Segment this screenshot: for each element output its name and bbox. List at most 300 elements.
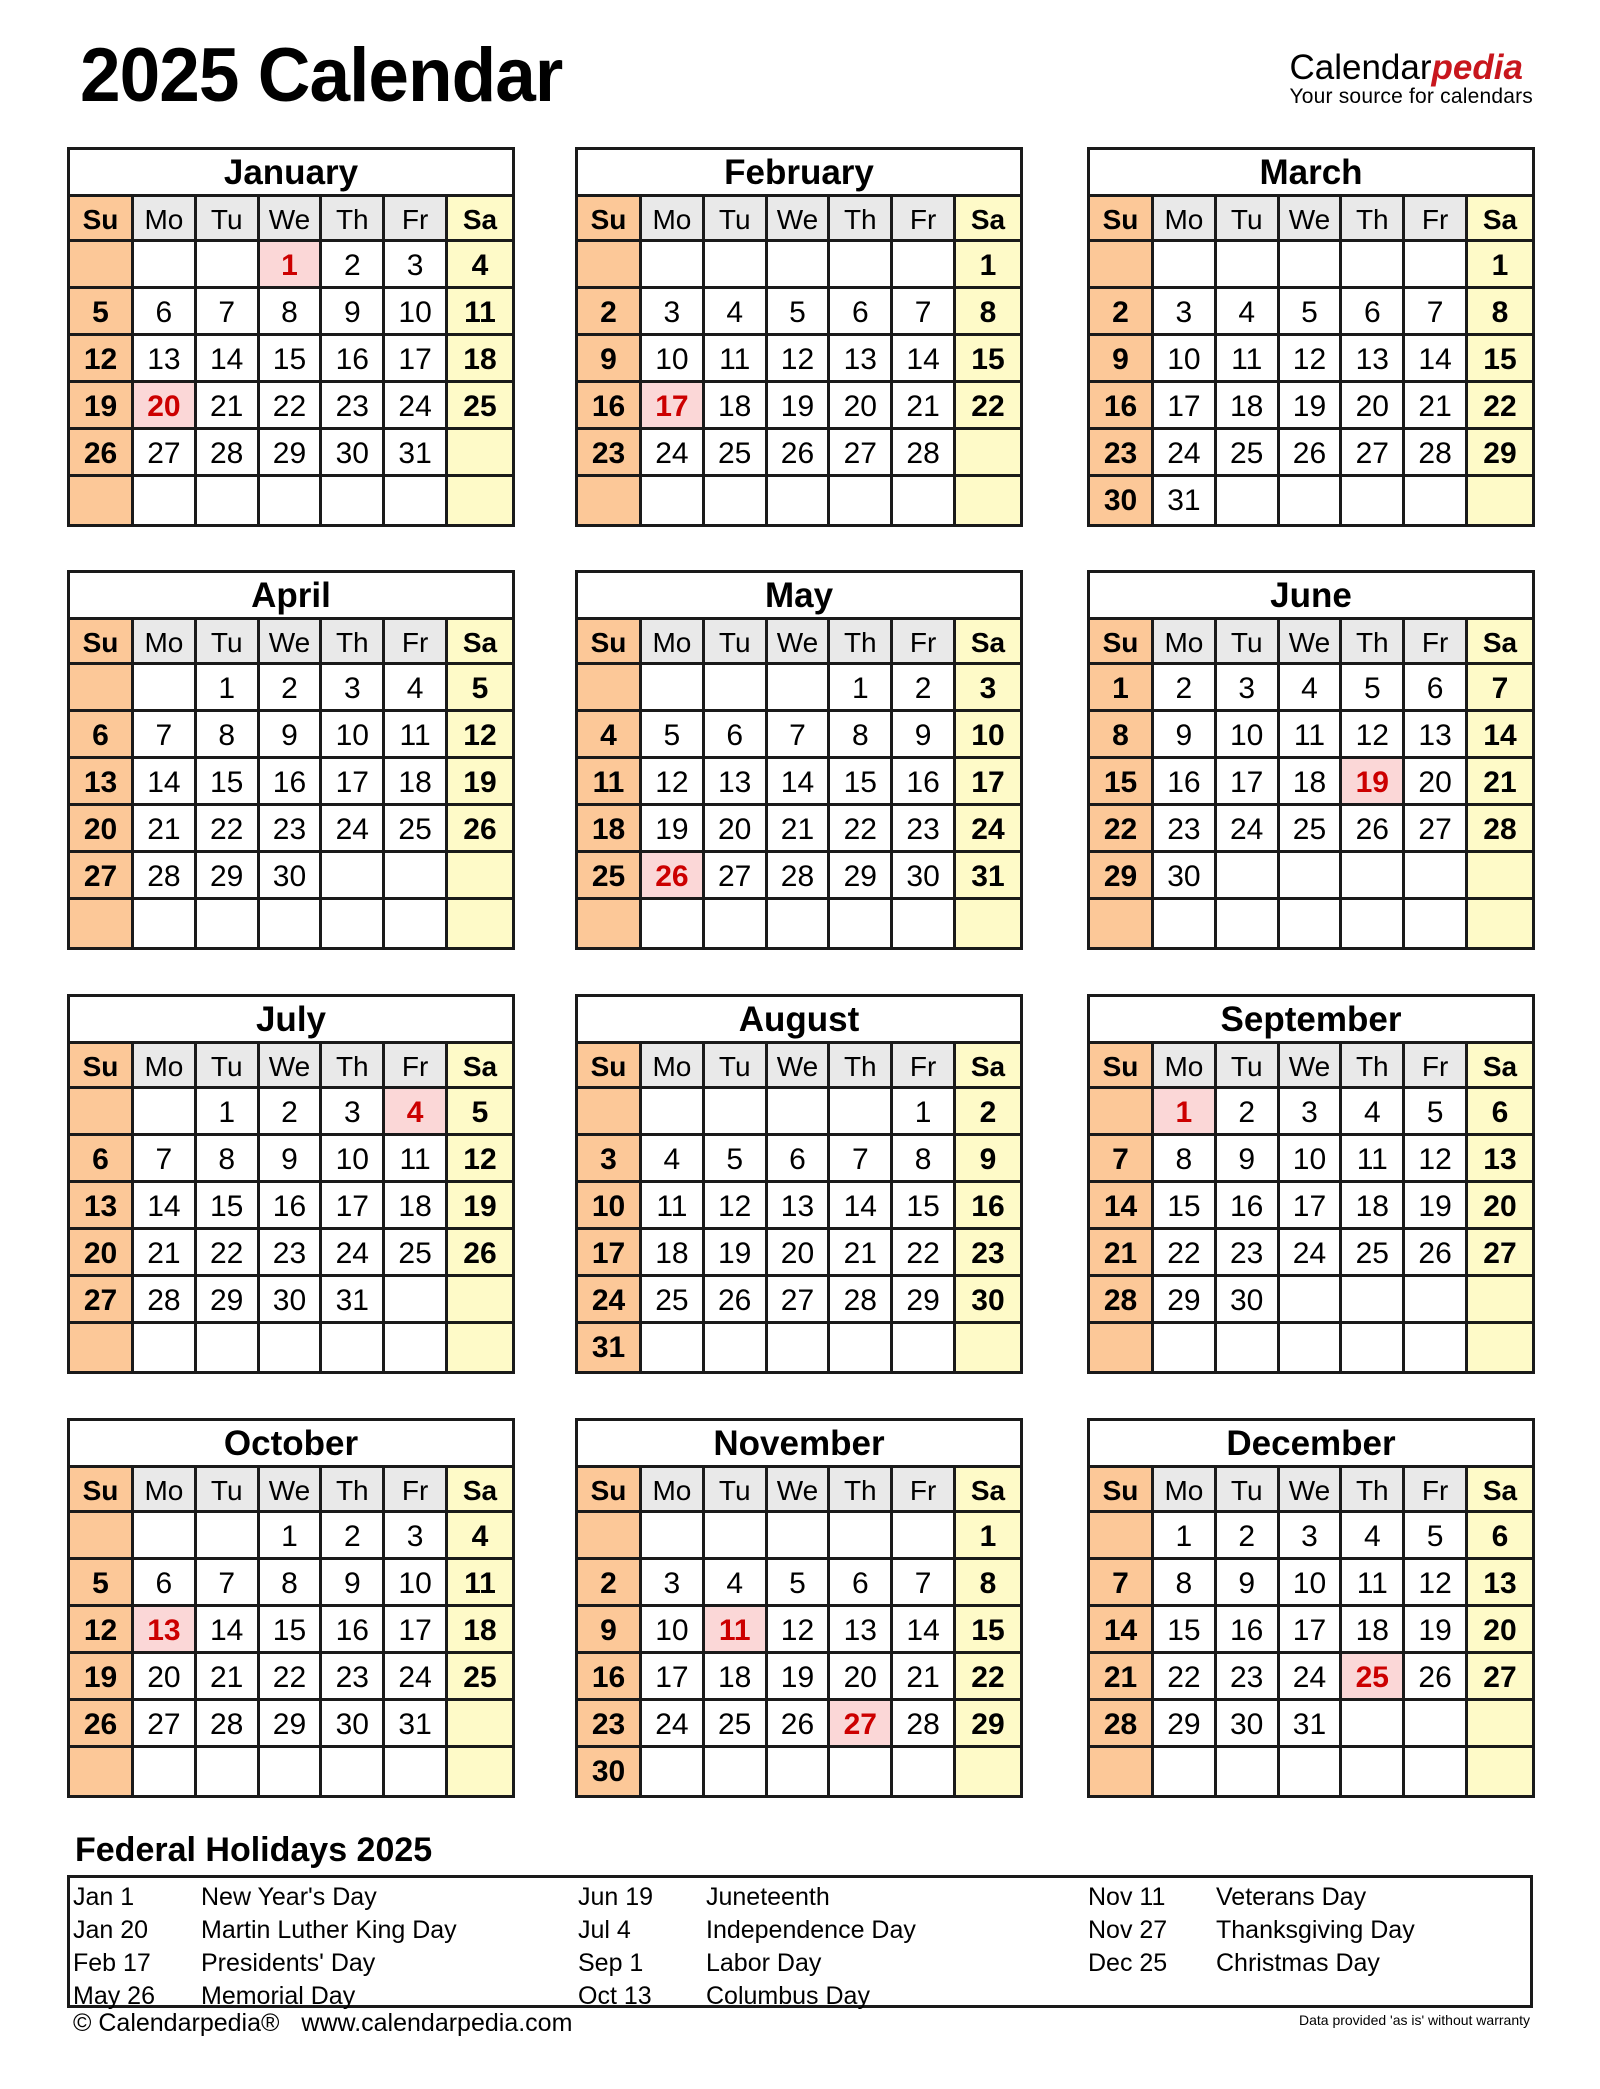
day-cell[interactable]: 25 — [1217, 430, 1280, 477]
day-cell[interactable]: 6 — [1468, 1513, 1532, 1560]
holiday-day-cell[interactable]: 11 — [705, 1607, 768, 1654]
day-cell[interactable]: 28 — [197, 1701, 260, 1748]
day-cell[interactable]: 1 — [956, 1513, 1020, 1560]
day-cell[interactable]: 9 — [956, 1136, 1020, 1183]
day-cell[interactable]: 3 — [1217, 665, 1280, 712]
day-cell[interactable]: 11 — [1217, 336, 1280, 383]
day-cell[interactable]: 4 — [578, 712, 642, 759]
day-cell[interactable]: 13 — [705, 759, 768, 806]
brand-logo[interactable] — [1289, 50, 1533, 107]
day-cell[interactable]: 15 — [260, 336, 323, 383]
day-cell[interactable]: 5 — [1280, 289, 1343, 336]
day-cell[interactable]: 6 — [1405, 665, 1468, 712]
day-cell[interactable]: 5 — [642, 712, 705, 759]
day-cell[interactable]: 30 — [1217, 1701, 1280, 1748]
day-cell[interactable]: 11 — [642, 1183, 705, 1230]
day-cell[interactable]: 20 — [768, 1230, 831, 1277]
day-cell[interactable]: 8 — [1090, 712, 1154, 759]
day-cell[interactable]: 16 — [260, 1183, 323, 1230]
day-cell[interactable]: 6 — [134, 289, 197, 336]
day-cell[interactable]: 27 — [1405, 806, 1468, 853]
day-cell[interactable]: 5 — [768, 1560, 831, 1607]
day-cell[interactable]: 10 — [1217, 712, 1280, 759]
day-cell[interactable]: 30 — [1090, 477, 1154, 524]
day-cell[interactable]: 25 — [385, 806, 448, 853]
day-cell[interactable]: 12 — [642, 759, 705, 806]
day-cell[interactable]: 6 — [134, 1560, 197, 1607]
day-cell[interactable]: 8 — [1154, 1560, 1217, 1607]
day-cell[interactable]: 22 — [1154, 1654, 1217, 1701]
day-cell[interactable]: 11 — [705, 336, 768, 383]
day-cell[interactable]: 12 — [448, 712, 512, 759]
day-cell[interactable]: 7 — [893, 1560, 956, 1607]
day-cell[interactable]: 9 — [1090, 336, 1154, 383]
day-cell[interactable]: 18 — [1342, 1183, 1405, 1230]
day-cell[interactable]: 21 — [197, 383, 260, 430]
day-cell[interactable]: 23 — [1154, 806, 1217, 853]
day-cell[interactable]: 14 — [893, 336, 956, 383]
day-cell[interactable]: 22 — [830, 806, 893, 853]
day-cell[interactable]: 18 — [705, 383, 768, 430]
day-cell[interactable]: 13 — [830, 1607, 893, 1654]
day-cell[interactable]: 14 — [1090, 1183, 1154, 1230]
day-cell[interactable]: 30 — [1154, 853, 1217, 900]
day-cell[interactable]: 19 — [70, 1654, 134, 1701]
day-cell[interactable]: 28 — [768, 853, 831, 900]
holiday-day-cell[interactable]: 1 — [1154, 1089, 1217, 1136]
day-cell[interactable]: 14 — [134, 1183, 197, 1230]
day-cell[interactable]: 16 — [322, 336, 385, 383]
day-cell[interactable]: 9 — [893, 712, 956, 759]
day-cell[interactable]: 21 — [893, 1654, 956, 1701]
day-cell[interactable]: 27 — [705, 853, 768, 900]
day-cell[interactable]: 2 — [956, 1089, 1020, 1136]
day-cell[interactable]: 9 — [260, 1136, 323, 1183]
day-cell[interactable]: 20 — [1405, 759, 1468, 806]
day-cell[interactable]: 18 — [642, 1230, 705, 1277]
day-cell[interactable]: 8 — [1154, 1136, 1217, 1183]
day-cell[interactable]: 23 — [322, 383, 385, 430]
day-cell[interactable]: 29 — [197, 853, 260, 900]
day-cell[interactable]: 23 — [1217, 1230, 1280, 1277]
day-cell[interactable]: 25 — [705, 430, 768, 477]
day-cell[interactable]: 19 — [705, 1230, 768, 1277]
day-cell[interactable]: 22 — [956, 1654, 1020, 1701]
day-cell[interactable]: 2 — [578, 1560, 642, 1607]
day-cell[interactable]: 4 — [448, 1513, 512, 1560]
day-cell[interactable]: 13 — [1468, 1136, 1532, 1183]
day-cell[interactable]: 23 — [260, 806, 323, 853]
day-cell[interactable]: 24 — [322, 806, 385, 853]
day-cell[interactable]: 22 — [197, 806, 260, 853]
day-cell[interactable]: 31 — [385, 430, 448, 477]
day-cell[interactable]: 3 — [642, 1560, 705, 1607]
day-cell[interactable]: 14 — [1090, 1607, 1154, 1654]
day-cell[interactable]: 5 — [448, 1089, 512, 1136]
day-cell[interactable]: 31 — [956, 853, 1020, 900]
day-cell[interactable]: 27 — [1468, 1230, 1532, 1277]
day-cell[interactable]: 3 — [385, 242, 448, 289]
day-cell[interactable]: 4 — [1217, 289, 1280, 336]
day-cell[interactable]: 11 — [578, 759, 642, 806]
day-cell[interactable]: 10 — [385, 289, 448, 336]
day-cell[interactable]: 17 — [1280, 1183, 1343, 1230]
day-cell[interactable]: 10 — [642, 1607, 705, 1654]
day-cell[interactable]: 3 — [322, 665, 385, 712]
day-cell[interactable]: 5 — [1342, 665, 1405, 712]
day-cell[interactable]: 26 — [1280, 430, 1343, 477]
day-cell[interactable]: 4 — [705, 1560, 768, 1607]
day-cell[interactable]: 7 — [197, 289, 260, 336]
day-cell[interactable]: 2 — [322, 1513, 385, 1560]
day-cell[interactable]: 15 — [1468, 336, 1532, 383]
day-cell[interactable]: 26 — [768, 1701, 831, 1748]
day-cell[interactable]: 28 — [134, 853, 197, 900]
day-cell[interactable]: 3 — [1280, 1513, 1343, 1560]
day-cell[interactable]: 2 — [1217, 1513, 1280, 1560]
day-cell[interactable]: 13 — [70, 759, 134, 806]
day-cell[interactable]: 26 — [1405, 1654, 1468, 1701]
day-cell[interactable]: 6 — [768, 1136, 831, 1183]
day-cell[interactable]: 19 — [448, 759, 512, 806]
day-cell[interactable]: 8 — [956, 289, 1020, 336]
day-cell[interactable]: 19 — [70, 383, 134, 430]
day-cell[interactable]: 23 — [1217, 1654, 1280, 1701]
day-cell[interactable]: 26 — [448, 806, 512, 853]
day-cell[interactable]: 11 — [385, 1136, 448, 1183]
day-cell[interactable]: 1 — [197, 1089, 260, 1136]
day-cell[interactable]: 25 — [448, 383, 512, 430]
day-cell[interactable]: 1 — [1468, 242, 1532, 289]
day-cell[interactable]: 31 — [1280, 1701, 1343, 1748]
day-cell[interactable]: 13 — [768, 1183, 831, 1230]
day-cell[interactable]: 8 — [197, 1136, 260, 1183]
day-cell[interactable]: 2 — [260, 1089, 323, 1136]
day-cell[interactable]: 24 — [1154, 430, 1217, 477]
day-cell[interactable]: 7 — [134, 712, 197, 759]
day-cell[interactable]: 30 — [893, 853, 956, 900]
day-cell[interactable]: 5 — [70, 1560, 134, 1607]
day-cell[interactable]: 30 — [322, 1701, 385, 1748]
day-cell[interactable]: 23 — [1090, 430, 1154, 477]
day-cell[interactable]: 11 — [1280, 712, 1343, 759]
day-cell[interactable]: 14 — [134, 759, 197, 806]
day-cell[interactable]: 15 — [956, 1607, 1020, 1654]
day-cell[interactable]: 9 — [260, 712, 323, 759]
day-cell[interactable]: 5 — [1405, 1089, 1468, 1136]
day-cell[interactable]: 23 — [956, 1230, 1020, 1277]
day-cell[interactable]: 19 — [642, 806, 705, 853]
day-cell[interactable]: 25 — [642, 1277, 705, 1324]
day-cell[interactable]: 29 — [260, 430, 323, 477]
holiday-day-cell[interactable]: 26 — [642, 853, 705, 900]
day-cell[interactable]: 14 — [197, 336, 260, 383]
day-cell[interactable]: 12 — [448, 1136, 512, 1183]
day-cell[interactable]: 18 — [1342, 1607, 1405, 1654]
day-cell[interactable]: 21 — [1405, 383, 1468, 430]
day-cell[interactable]: 24 — [578, 1277, 642, 1324]
day-cell[interactable]: 15 — [830, 759, 893, 806]
day-cell[interactable]: 25 — [578, 853, 642, 900]
day-cell[interactable]: 25 — [385, 1230, 448, 1277]
day-cell[interactable]: 16 — [893, 759, 956, 806]
day-cell[interactable]: 17 — [1280, 1607, 1343, 1654]
day-cell[interactable]: 29 — [893, 1277, 956, 1324]
day-cell[interactable]: 26 — [70, 1701, 134, 1748]
day-cell[interactable]: 10 — [642, 336, 705, 383]
day-cell[interactable]: 7 — [830, 1136, 893, 1183]
day-cell[interactable]: 3 — [578, 1136, 642, 1183]
day-cell[interactable]: 22 — [893, 1230, 956, 1277]
day-cell[interactable]: 20 — [1468, 1183, 1532, 1230]
day-cell[interactable]: 2 — [322, 242, 385, 289]
day-cell[interactable]: 10 — [385, 1560, 448, 1607]
day-cell[interactable]: 2 — [578, 289, 642, 336]
day-cell[interactable]: 20 — [70, 806, 134, 853]
day-cell[interactable]: 22 — [1090, 806, 1154, 853]
day-cell[interactable]: 7 — [768, 712, 831, 759]
day-cell[interactable]: 27 — [830, 430, 893, 477]
day-cell[interactable]: 2 — [1090, 289, 1154, 336]
day-cell[interactable]: 15 — [197, 1183, 260, 1230]
day-cell[interactable]: 11 — [385, 712, 448, 759]
day-cell[interactable]: 13 — [1342, 336, 1405, 383]
footer-url-link[interactable]: www.calendarpedia.com — [301, 2009, 573, 2037]
day-cell[interactable]: 19 — [448, 1183, 512, 1230]
day-cell[interactable]: 12 — [70, 1607, 134, 1654]
day-cell[interactable]: 24 — [642, 1701, 705, 1748]
day-cell[interactable]: 28 — [893, 430, 956, 477]
day-cell[interactable]: 2 — [893, 665, 956, 712]
day-cell[interactable]: 29 — [830, 853, 893, 900]
day-cell[interactable]: 22 — [956, 383, 1020, 430]
day-cell[interactable]: 4 — [448, 242, 512, 289]
day-cell[interactable]: 23 — [260, 1230, 323, 1277]
day-cell[interactable]: 27 — [70, 853, 134, 900]
day-cell[interactable]: 6 — [70, 1136, 134, 1183]
day-cell[interactable]: 7 — [1405, 289, 1468, 336]
day-cell[interactable]: 7 — [197, 1560, 260, 1607]
day-cell[interactable]: 9 — [1217, 1560, 1280, 1607]
day-cell[interactable]: 28 — [1090, 1277, 1154, 1324]
day-cell[interactable]: 16 — [322, 1607, 385, 1654]
day-cell[interactable]: 16 — [578, 383, 642, 430]
day-cell[interactable]: 4 — [705, 289, 768, 336]
day-cell[interactable]: 23 — [893, 806, 956, 853]
day-cell[interactable]: 7 — [1468, 665, 1532, 712]
day-cell[interactable]: 3 — [385, 1513, 448, 1560]
day-cell[interactable]: 28 — [893, 1701, 956, 1748]
day-cell[interactable]: 17 — [385, 1607, 448, 1654]
day-cell[interactable]: 31 — [322, 1277, 385, 1324]
day-cell[interactable]: 5 — [1405, 1513, 1468, 1560]
day-cell[interactable]: 7 — [1090, 1560, 1154, 1607]
day-cell[interactable]: 28 — [197, 430, 260, 477]
day-cell[interactable]: 8 — [260, 289, 323, 336]
day-cell[interactable]: 9 — [322, 289, 385, 336]
day-cell[interactable]: 15 — [197, 759, 260, 806]
day-cell[interactable]: 16 — [1217, 1183, 1280, 1230]
day-cell[interactable]: 14 — [197, 1607, 260, 1654]
day-cell[interactable]: 19 — [1405, 1183, 1468, 1230]
day-cell[interactable]: 5 — [70, 289, 134, 336]
day-cell[interactable]: 1 — [260, 1513, 323, 1560]
day-cell[interactable]: 3 — [1154, 289, 1217, 336]
day-cell[interactable]: 13 — [134, 336, 197, 383]
day-cell[interactable]: 16 — [260, 759, 323, 806]
day-cell[interactable]: 12 — [1405, 1560, 1468, 1607]
day-cell[interactable]: 2 — [260, 665, 323, 712]
day-cell[interactable]: 28 — [1405, 430, 1468, 477]
day-cell[interactable]: 15 — [1154, 1607, 1217, 1654]
day-cell[interactable]: 16 — [956, 1183, 1020, 1230]
holiday-day-cell[interactable]: 19 — [1342, 759, 1405, 806]
day-cell[interactable]: 22 — [260, 1654, 323, 1701]
day-cell[interactable]: 16 — [1090, 383, 1154, 430]
day-cell[interactable]: 30 — [260, 853, 323, 900]
day-cell[interactable]: 13 — [1405, 712, 1468, 759]
day-cell[interactable]: 1 — [1090, 665, 1154, 712]
day-cell[interactable]: 21 — [1090, 1654, 1154, 1701]
day-cell[interactable]: 13 — [830, 336, 893, 383]
day-cell[interactable]: 17 — [1217, 759, 1280, 806]
day-cell[interactable]: 14 — [893, 1607, 956, 1654]
day-cell[interactable]: 20 — [70, 1230, 134, 1277]
day-cell[interactable]: 5 — [768, 289, 831, 336]
day-cell[interactable]: 28 — [1468, 806, 1532, 853]
day-cell[interactable]: 21 — [197, 1654, 260, 1701]
day-cell[interactable]: 24 — [1280, 1230, 1343, 1277]
day-cell[interactable]: 12 — [768, 1607, 831, 1654]
day-cell[interactable]: 15 — [260, 1607, 323, 1654]
day-cell[interactable]: 12 — [1405, 1136, 1468, 1183]
day-cell[interactable]: 30 — [1217, 1277, 1280, 1324]
day-cell[interactable]: 27 — [1468, 1654, 1532, 1701]
day-cell[interactable]: 7 — [1090, 1136, 1154, 1183]
day-cell[interactable]: 4 — [642, 1136, 705, 1183]
day-cell[interactable]: 4 — [1280, 665, 1343, 712]
day-cell[interactable]: 21 — [134, 1230, 197, 1277]
day-cell[interactable]: 14 — [1405, 336, 1468, 383]
day-cell[interactable]: 30 — [578, 1748, 642, 1795]
day-cell[interactable]: 24 — [642, 430, 705, 477]
day-cell[interactable]: 11 — [448, 289, 512, 336]
day-cell[interactable]: 24 — [322, 1230, 385, 1277]
day-cell[interactable]: 8 — [956, 1560, 1020, 1607]
day-cell[interactable]: 22 — [1154, 1230, 1217, 1277]
day-cell[interactable]: 3 — [322, 1089, 385, 1136]
day-cell[interactable]: 22 — [197, 1230, 260, 1277]
day-cell[interactable]: 25 — [705, 1701, 768, 1748]
day-cell[interactable]: 29 — [260, 1701, 323, 1748]
day-cell[interactable]: 18 — [448, 336, 512, 383]
day-cell[interactable]: 10 — [322, 712, 385, 759]
day-cell[interactable]: 12 — [1342, 712, 1405, 759]
day-cell[interactable]: 6 — [705, 712, 768, 759]
day-cell[interactable]: 9 — [322, 1560, 385, 1607]
day-cell[interactable]: 18 — [385, 1183, 448, 1230]
day-cell[interactable]: 17 — [956, 759, 1020, 806]
day-cell[interactable]: 11 — [1342, 1560, 1405, 1607]
day-cell[interactable]: 10 — [1280, 1560, 1343, 1607]
day-cell[interactable]: 16 — [1217, 1607, 1280, 1654]
day-cell[interactable]: 26 — [705, 1277, 768, 1324]
day-cell[interactable]: 19 — [1280, 383, 1343, 430]
day-cell[interactable]: 20 — [134, 1654, 197, 1701]
day-cell[interactable]: 31 — [1154, 477, 1217, 524]
day-cell[interactable]: 1 — [1154, 1513, 1217, 1560]
day-cell[interactable]: 15 — [1090, 759, 1154, 806]
day-cell[interactable]: 10 — [578, 1183, 642, 1230]
day-cell[interactable]: 2 — [1154, 665, 1217, 712]
day-cell[interactable]: 14 — [768, 759, 831, 806]
day-cell[interactable]: 1 — [956, 242, 1020, 289]
day-cell[interactable]: 20 — [830, 1654, 893, 1701]
day-cell[interactable]: 7 — [893, 289, 956, 336]
day-cell[interactable]: 13 — [70, 1183, 134, 1230]
day-cell[interactable]: 6 — [1468, 1089, 1532, 1136]
day-cell[interactable]: 1 — [197, 665, 260, 712]
day-cell[interactable]: 10 — [956, 712, 1020, 759]
day-cell[interactable]: 3 — [956, 665, 1020, 712]
day-cell[interactable]: 18 — [1217, 383, 1280, 430]
day-cell[interactable]: 21 — [893, 383, 956, 430]
day-cell[interactable]: 26 — [768, 430, 831, 477]
holiday-day-cell[interactable]: 1 — [260, 242, 323, 289]
day-cell[interactable]: 10 — [1280, 1136, 1343, 1183]
day-cell[interactable]: 28 — [830, 1277, 893, 1324]
day-cell[interactable]: 4 — [385, 665, 448, 712]
day-cell[interactable]: 14 — [830, 1183, 893, 1230]
day-cell[interactable]: 29 — [1154, 1277, 1217, 1324]
day-cell[interactable]: 2 — [1217, 1089, 1280, 1136]
day-cell[interactable]: 7 — [134, 1136, 197, 1183]
day-cell[interactable]: 18 — [578, 806, 642, 853]
day-cell[interactable]: 23 — [322, 1654, 385, 1701]
day-cell[interactable]: 9 — [1154, 712, 1217, 759]
day-cell[interactable]: 17 — [642, 1654, 705, 1701]
day-cell[interactable]: 22 — [260, 383, 323, 430]
day-cell[interactable]: 17 — [322, 759, 385, 806]
day-cell[interactable]: 18 — [705, 1654, 768, 1701]
day-cell[interactable]: 26 — [70, 430, 134, 477]
day-cell[interactable]: 15 — [1154, 1183, 1217, 1230]
day-cell[interactable]: 14 — [1468, 712, 1532, 759]
day-cell[interactable]: 12 — [705, 1183, 768, 1230]
day-cell[interactable]: 21 — [768, 806, 831, 853]
day-cell[interactable]: 5 — [705, 1136, 768, 1183]
day-cell[interactable]: 13 — [1468, 1560, 1532, 1607]
day-cell[interactable]: 8 — [830, 712, 893, 759]
day-cell[interactable]: 15 — [893, 1183, 956, 1230]
day-cell[interactable]: 3 — [642, 289, 705, 336]
day-cell[interactable]: 1 — [893, 1089, 956, 1136]
day-cell[interactable]: 10 — [322, 1136, 385, 1183]
holiday-day-cell[interactable]: 27 — [830, 1701, 893, 1748]
day-cell[interactable]: 8 — [893, 1136, 956, 1183]
day-cell[interactable]: 30 — [260, 1277, 323, 1324]
day-cell[interactable]: 27 — [134, 430, 197, 477]
day-cell[interactable]: 25 — [448, 1654, 512, 1701]
day-cell[interactable]: 16 — [1154, 759, 1217, 806]
day-cell[interactable]: 24 — [1217, 806, 1280, 853]
day-cell[interactable]: 23 — [578, 1701, 642, 1748]
day-cell[interactable]: 17 — [1154, 383, 1217, 430]
day-cell[interactable]: 5 — [448, 665, 512, 712]
holiday-day-cell[interactable]: 20 — [134, 383, 197, 430]
day-cell[interactable]: 3 — [1280, 1089, 1343, 1136]
day-cell[interactable]: 8 — [260, 1560, 323, 1607]
